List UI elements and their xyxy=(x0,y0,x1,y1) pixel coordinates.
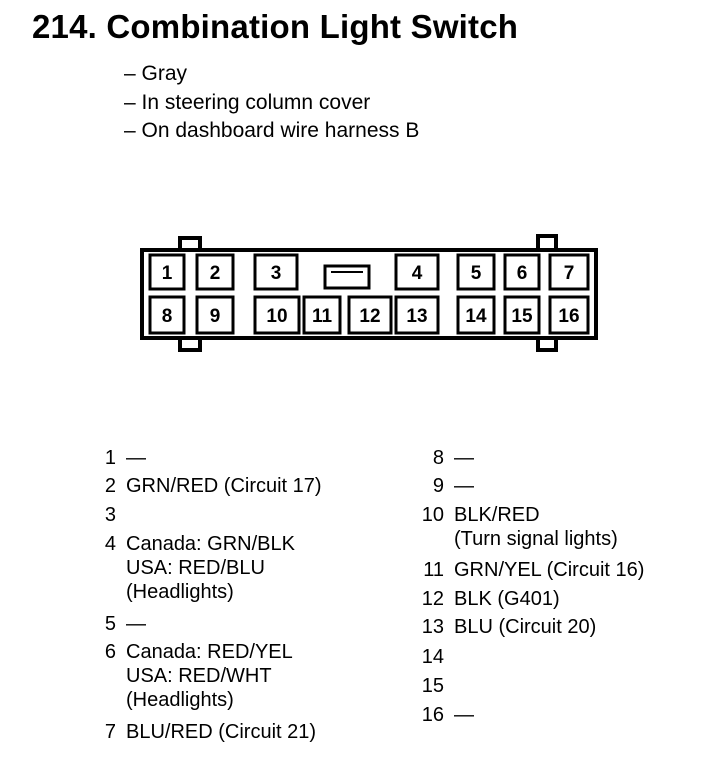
connector-pin-number: 15 xyxy=(511,306,533,327)
connector-pin-number: 1 xyxy=(161,263,173,284)
pin-number: 3 xyxy=(104,504,116,526)
pin-description: — xyxy=(454,475,474,497)
pin-description: GRN/YEL (Circuit 16) xyxy=(454,559,645,581)
pin-description: — xyxy=(454,447,474,469)
connector-pin-number: 16 xyxy=(558,306,580,327)
connector-pin-number: 4 xyxy=(411,263,423,284)
note-location: – In steering column cover xyxy=(124,91,371,114)
pin-number: 9 xyxy=(432,475,444,497)
connector-pin-number: 2 xyxy=(209,263,221,284)
pin-description: BLK/RED xyxy=(454,504,540,526)
connector-pin-number: 10 xyxy=(266,306,288,327)
page-title: 214. Combination Light Switch xyxy=(32,8,519,45)
pin-description: GRN/RED (Circuit 17) xyxy=(126,475,322,497)
pin-number: 14 xyxy=(421,646,444,668)
pin-number: 4 xyxy=(104,533,116,555)
connector-pin-number: 9 xyxy=(209,306,221,327)
connector-pin-number: 7 xyxy=(563,263,575,284)
pin-number: 7 xyxy=(104,721,116,743)
pin-number: 11 xyxy=(423,559,444,581)
pin-number: 16 xyxy=(421,704,444,726)
connector-pin-number: 13 xyxy=(406,306,428,327)
pin-number: 10 xyxy=(421,504,444,526)
pin-number: 1 xyxy=(104,447,116,469)
pin-number: 12 xyxy=(421,588,444,610)
pin-description: — xyxy=(126,613,146,635)
pin-description: USA: RED/BLU xyxy=(126,557,265,579)
connector-pin-number: 5 xyxy=(470,263,482,284)
connector-key xyxy=(325,266,369,288)
pin-description: (Headlights) xyxy=(126,689,234,711)
pin-description: BLK (G401) xyxy=(454,588,560,610)
pin-description: Canada: RED/YEL xyxy=(126,641,293,663)
pin-number: 8 xyxy=(432,447,444,469)
pin-description: BLU (Circuit 20) xyxy=(454,616,597,638)
pin-description: BLU/RED (Circuit 21) xyxy=(126,721,317,743)
connector-pin-number: 14 xyxy=(465,306,487,327)
pin-number: 15 xyxy=(421,675,444,697)
pin-description: — xyxy=(454,704,474,726)
pin-description: Canada: GRN/BLK xyxy=(126,533,295,555)
pin-description: USA: RED/WHT xyxy=(126,665,272,687)
pin-number: 13 xyxy=(421,616,444,638)
connector-pin-number: 6 xyxy=(516,263,528,284)
connector-pin-number: 12 xyxy=(359,306,381,327)
pin-number: 6 xyxy=(104,641,116,663)
pin-number: 5 xyxy=(104,613,116,635)
pin-description: — xyxy=(126,447,146,469)
connector-diagram xyxy=(0,0,704,380)
note-harness: – On dashboard wire harness B xyxy=(124,119,420,142)
pin-description: (Turn signal lights) xyxy=(454,528,618,550)
pin-number: 2 xyxy=(104,475,116,497)
connector-pin-number: 11 xyxy=(311,306,333,327)
connector-pin-number: 3 xyxy=(270,263,282,284)
note-color: – Gray xyxy=(124,62,188,85)
connector-pin-number: 8 xyxy=(161,306,173,327)
pin-description: (Headlights) xyxy=(126,581,234,603)
